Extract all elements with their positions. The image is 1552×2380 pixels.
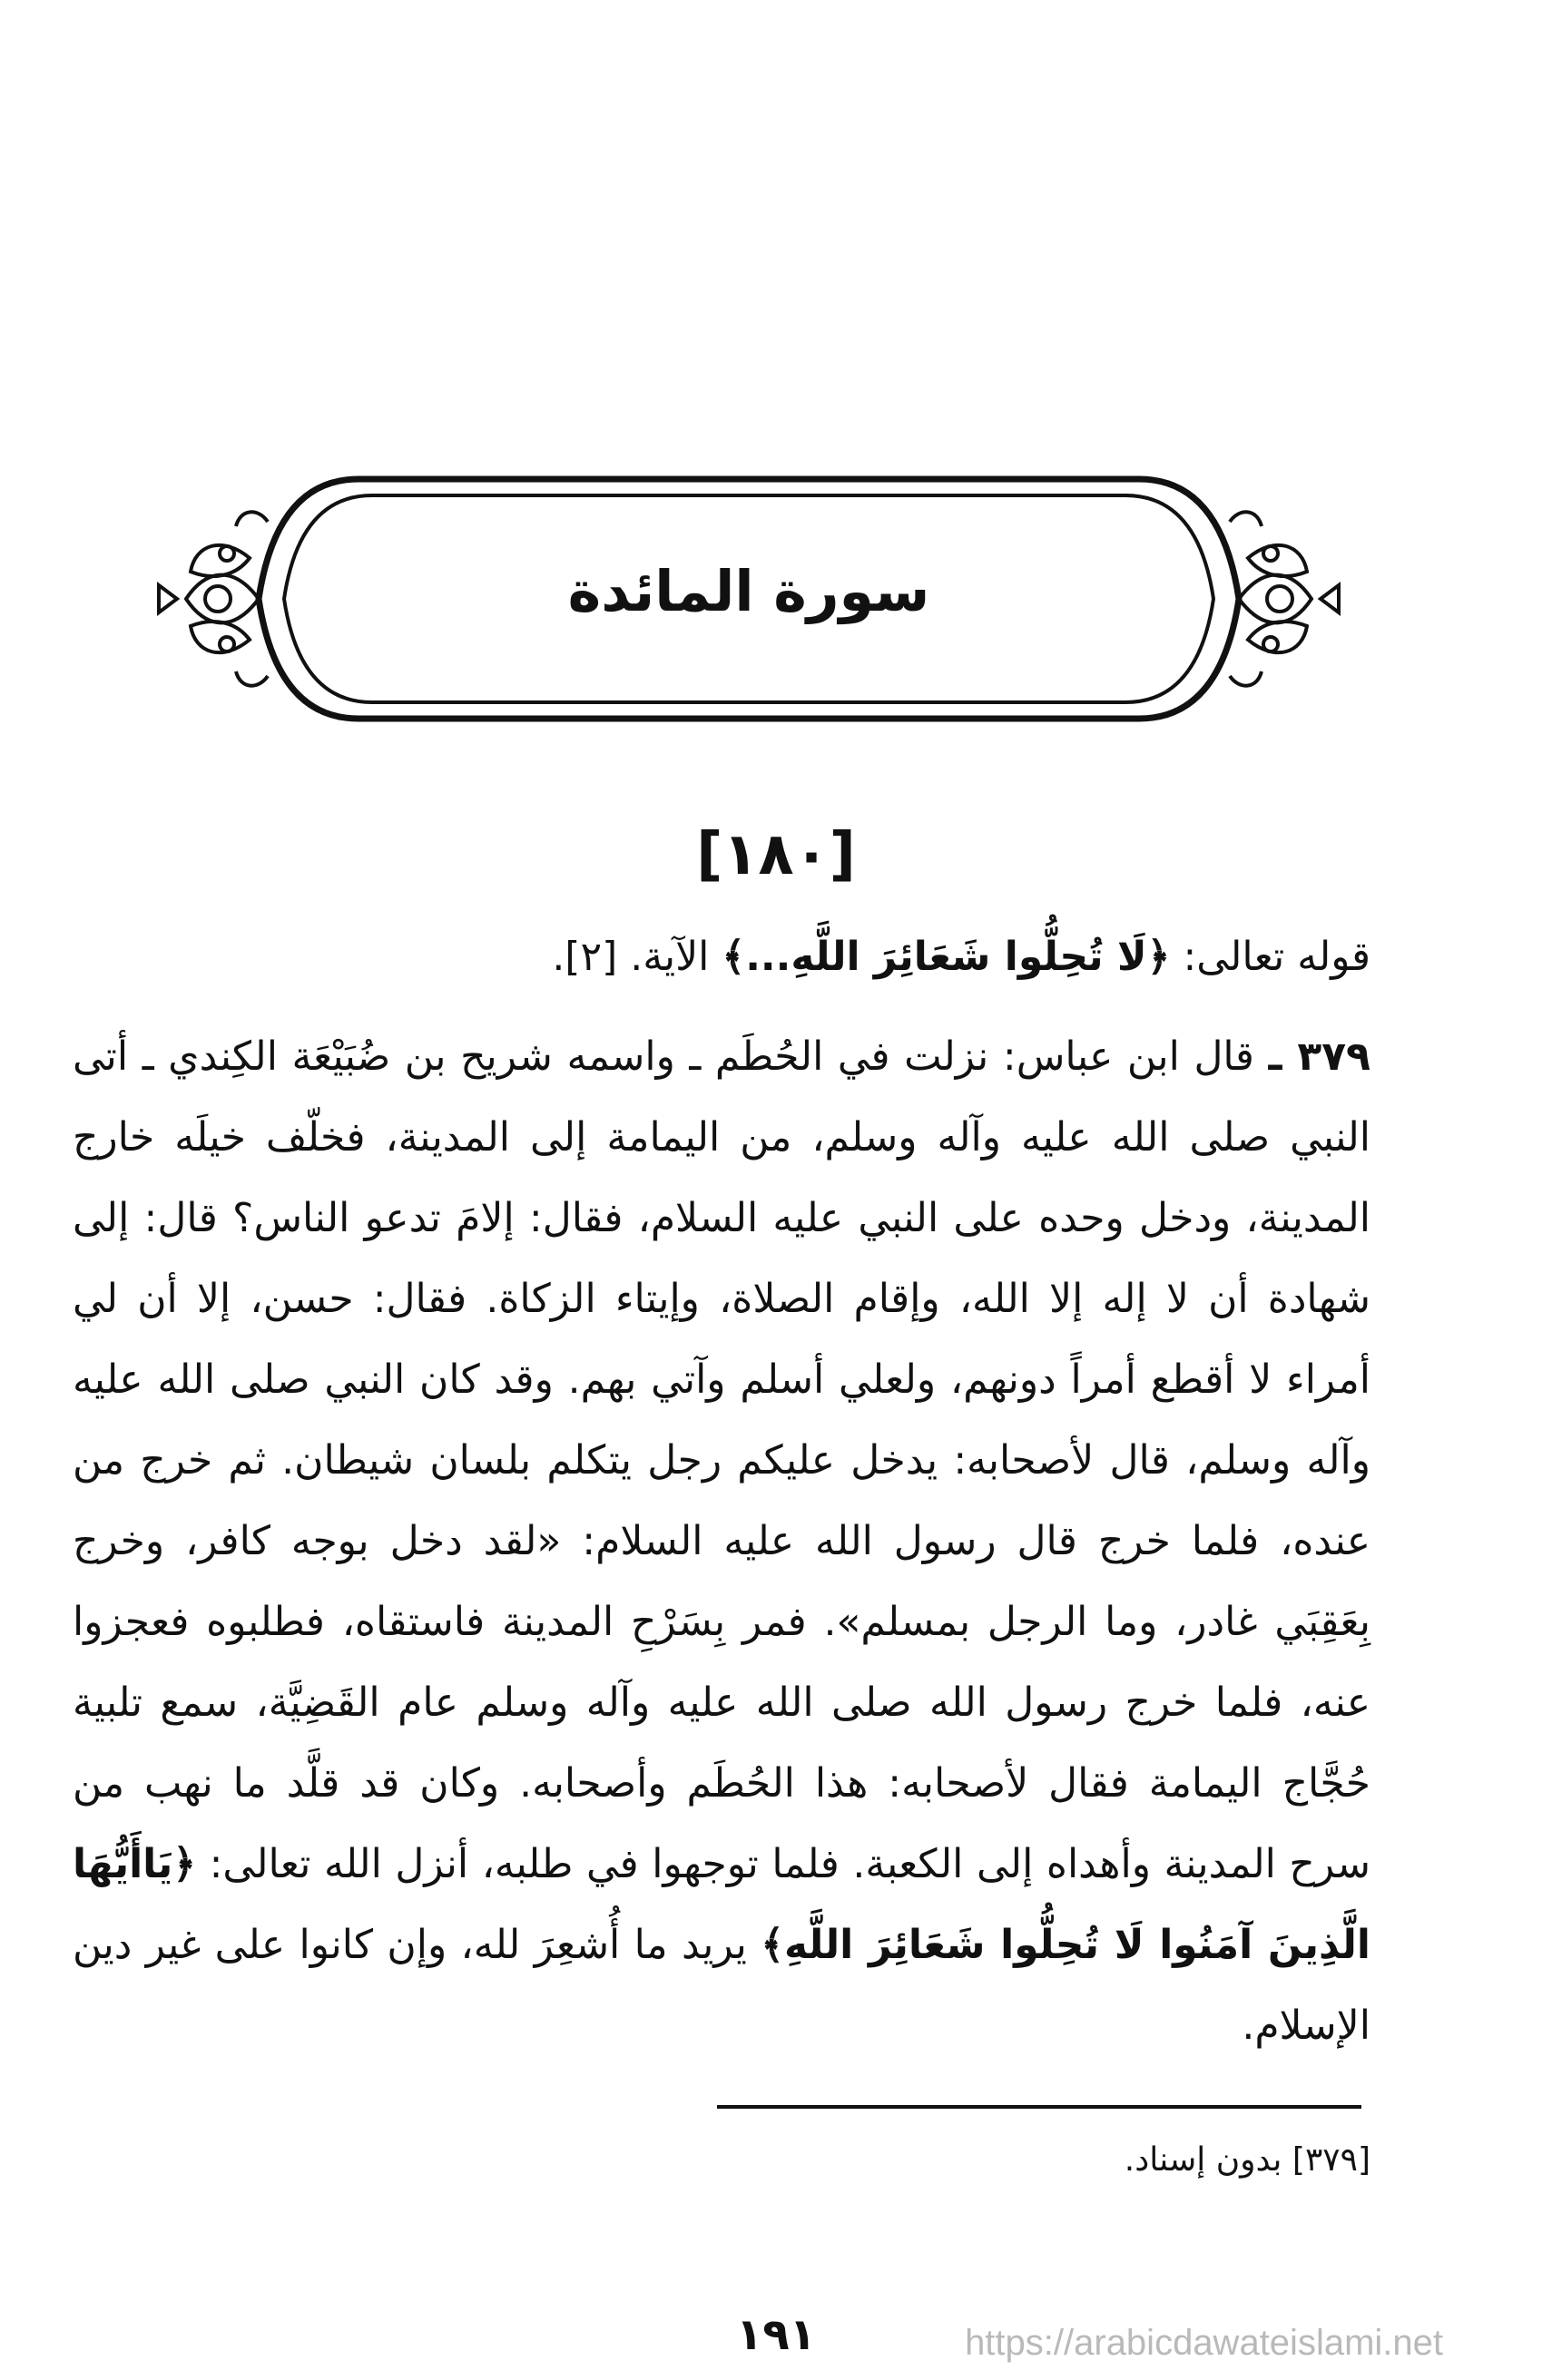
narration-paragraph bbox=[73, 1016, 1370, 2066]
narration-number: ٣٧٩ ـ bbox=[1268, 1033, 1370, 1080]
verse-suffix: الآية. [٢]. bbox=[552, 934, 710, 980]
watermark-url: https://arabicdawateislami.net bbox=[965, 2323, 1443, 2363]
page-number: ١٩١ bbox=[736, 2309, 816, 2360]
verse-quran-text: ﴿لَا تُحِلُّوا شَعَائِرَ اللَّهِ...﴾ bbox=[722, 934, 1171, 980]
verse-prefix: قوله تعالى: bbox=[1183, 934, 1370, 980]
verse-reference bbox=[73, 921, 1370, 994]
surah-title-frame bbox=[150, 472, 1348, 726]
narration-text-end: يريد ما أُشعِرَ لله، وإن كانوا على غير دين الإسلام. bbox=[73, 1922, 1370, 2049]
footnote-divider bbox=[717, 2105, 1361, 2109]
surah-title: سورة المائدة bbox=[567, 558, 930, 624]
narration-quran-text: ﴿يَاأَيُّهَا الَّذِينَ آمَنُوا لَا تُحِلُّوا شَعَائِرَ اللَّهِ﴾ bbox=[73, 1841, 1370, 1968]
entry-number: [١٨٠] bbox=[696, 821, 856, 888]
footnote: [٣٧٩] بدون إسناد. bbox=[1124, 2141, 1370, 2179]
narration-text: قال ابن عباس: نزلت في الحُطَم ـ واسمه شريح بن ضُبَيْعَة الكِندي ـ أتى النبي صلى الله عليه وآله وسلم، من اليمامة إلى المدينة، فخلّف خيلَه خارج المدينة، ودخل وحده على النبي عليه السلام، فقال: إلامَ تدعو الناس؟ قال: إلى شهادة أن لا إله إلا الله، وإقام الصلاة، وإيتاء الزكاة. فقال: حسن، إلا أن لي أمراء لا أقطع أمراً دونهم، ولعلي أسلم وآتي بهم. وقد كان النبي صلى الله عليه وآله وسلم، قال لأصحابه: يدخل عليكم رجل يتكلم بلسان شيطان. ثم خرج من عنده، فلما خرج قال رسول الله عليه السلام: «لقد دخل بوجه كافر، وخرج بِعَقِبَي غادر، وما الرجل بمسلم». فمر بِسَرْحِ المدينة فاستقاه، فطلبوه فعجزوا عنه، فلما خرج رسول الله صلى الله عليه وآله وسلم عام القَضِيَّة، سمع تلبية حُجَّاج اليمامة فقال لأصحابه: هذا الحُطَم وأصحابه. وكان قد قلَّد ما نهب من سرح المدينة وأهداه إلى الكعبة. فلما توجهوا في طلبه، أنزل الله تعالى: bbox=[73, 1033, 1370, 1887]
